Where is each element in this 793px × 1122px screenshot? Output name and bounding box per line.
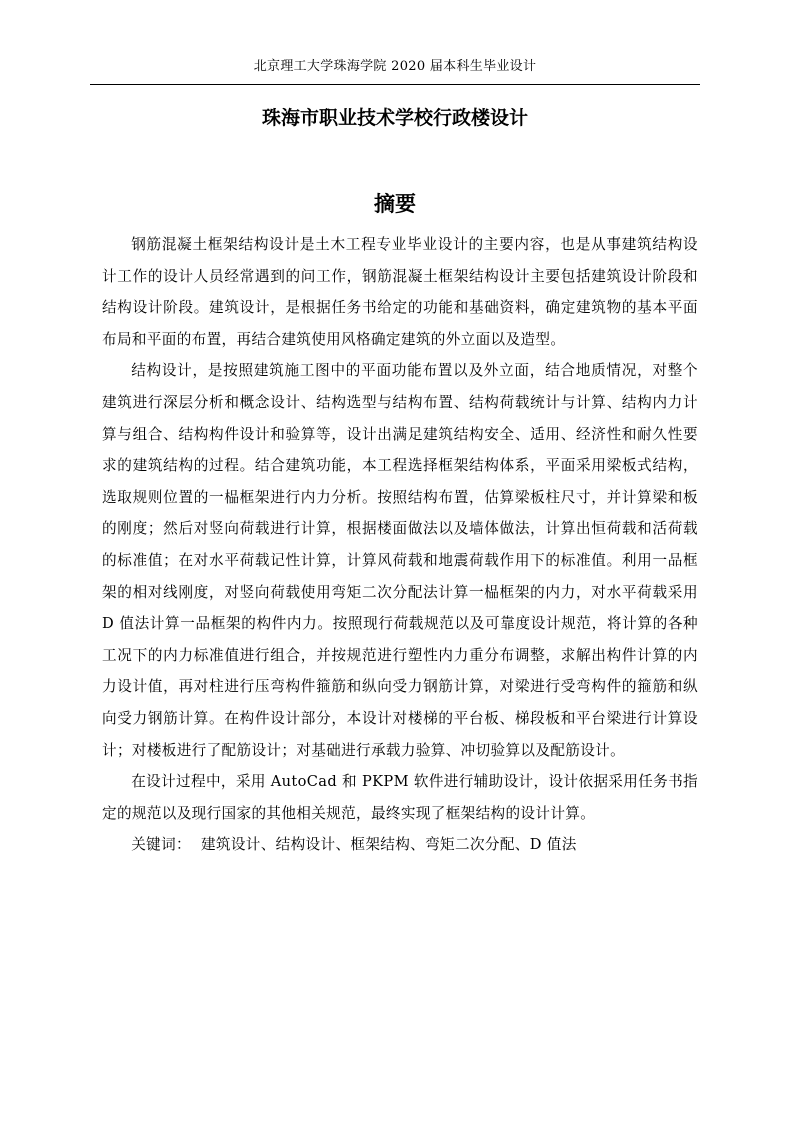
abstract-paragraph-2: 结构设计，是按照建筑施工图中的平面功能布置以及外立面，结合地质情况，对整个建筑进行深层分析和概念设计、结构选型与结构布置、结构荷载统计与计算、结构内力计算与组合、结构构件设计和验算等，设计出满足建筑结构安全、适用、经济性和耐久性要求的建筑结构的过程。结合建筑功能，本工程选择框架结构体系，平面采用梁板式结构，选取规则位置的一榀框架进行内力分析。按照结构布置，估算梁板柱尺寸，并计算梁和板的刚度；然后对竖向荷载进行计算，根据楼面做法以及墙体做法，计算出恒荷载和活荷载的标准值；在对水平荷载记性计算，计算风荷载和地震荷载作用下的标准值。利用一品框架的相对线刚度，对竖向荷载使用弯矩二次分配法计算一榀框架的内力，对水平荷载采用 D 值法计算一品框架的构件内力。按照现行荷载规范以及可靠度设计规范，将计算的各种工况下的内力标准值进行组合，并按规范进行塑性内力重分布调整，求解出构件计算的内力设计值，再对柱进行压弯构件箍筋和纵向受力钢筋计算，对梁进行受弯构件的箍筋和纵向受力钢筋计算。在构件设计部分，本设计对楼梯的平台板、梯段板和平台梁进行计算设计；对楼板进行了配筋设计；对基础进行承载力验算、冲切验算以及配筋设计。: [102, 362, 698, 759]
thesis-title: 珠海市职业技术学校行政楼设计: [261, 107, 528, 129]
header-divider: [90, 84, 700, 85]
keywords-label: 关键词：: [131, 836, 191, 854]
page-header: 北京理工大学珠海学院 2020 届本科生毕业设计: [253, 59, 537, 74]
keywords-line: [102, 829, 698, 861]
abstract-paragraph-1: 钢筋混凝土框架结构设计是土木工程专业毕业设计的主要内容，也是从事建筑结构设计工作的设计人员经常遇到的问工作，钢筋混凝土框架结构设计主要包括建筑设计阶段和结构设计阶段。建筑设计，是根据任务书给定的功能和基础资料，确定建筑物的基本平面布局和平面的布置，再结合建筑使用风格确定建筑的外立面以及造型。: [102, 236, 698, 348]
abstract-body: [102, 229, 698, 861]
abstract-paragraph-3: 在设计过程中，采用 AutoCad 和 PKPM 软件进行辅助设计，设计依据采用任务书指定的规范以及现行国家的其他相关规范，最终实现了框架结构的设计计算。: [102, 773, 698, 822]
abstract-heading: 摘要: [374, 191, 416, 216]
keywords-value: 建筑设计、结构设计、框架结构、弯矩二次分配、D 值法: [200, 836, 577, 854]
